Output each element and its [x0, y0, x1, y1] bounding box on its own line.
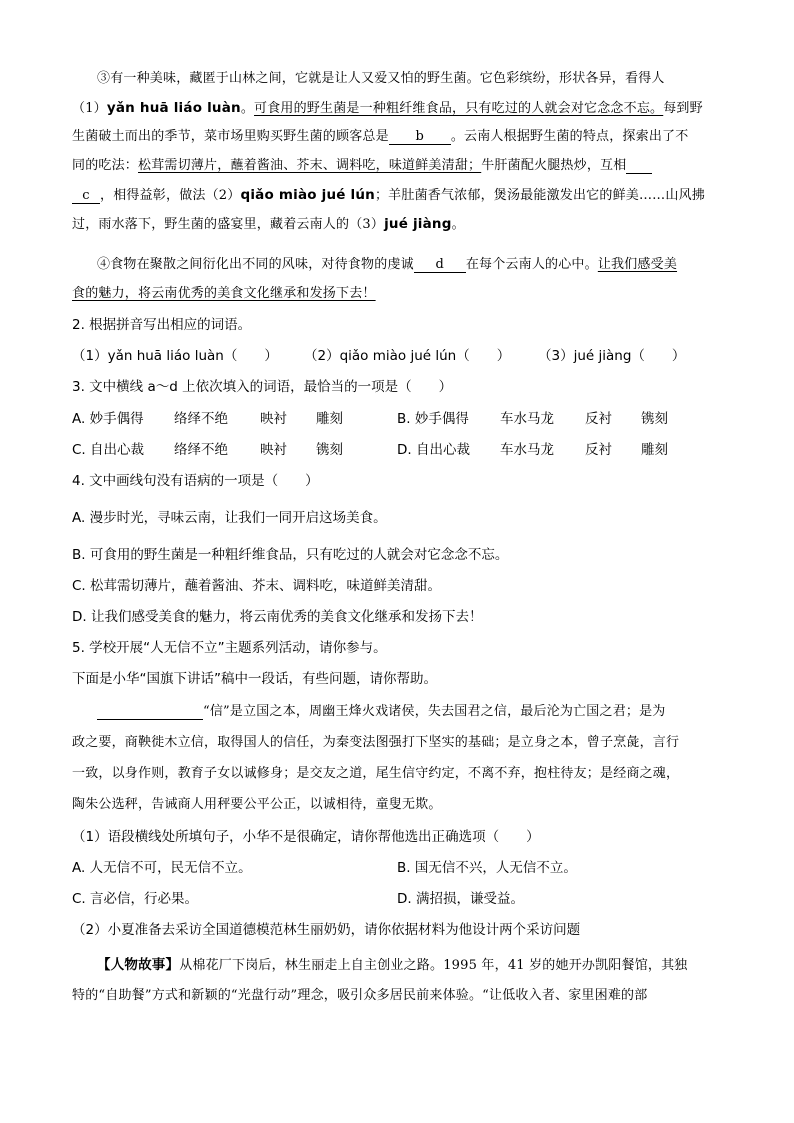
passage-p4-line2	[72, 285, 376, 303]
pinyin-1: yǎn huā liáo luàn	[106, 100, 241, 116]
question-3-option-b[interactable]: B. 妙手偶得	[397, 411, 469, 427]
passage-text: ③有一种美味，藏匿于山林之间，它就是让人又爱又怕的野生菌。它色彩缤纷，形状各异，看得人	[97, 71, 665, 86]
question-5-sub1-option-a[interactable]: A. 人无信不可，民无信不立。	[72, 860, 252, 876]
fill-blank-c[interactable]: c	[72, 188, 100, 204]
question-3-option-a[interactable]: A. 妙手偶得	[72, 411, 144, 427]
question-3-option-d-word4: 雕刻	[641, 442, 668, 458]
underlined-sentence-d-cont: 食的魅力，将云南优秀的美食文化继承和发扬下去！	[72, 286, 376, 301]
story-text: 从棉花厂下岗后，林生丽走上自主创业之路。1995 年，41 岁的她开办凯阳餐馆，其独	[179, 958, 688, 973]
question-5-sub2-stem: （2）小夏准备去采访全国道德模范林生丽奶奶，请你依据材料为他设计两个采访问题	[72, 922, 581, 938]
question-5-sub1-option-d[interactable]: D. 满招损，谦受益。	[397, 891, 524, 907]
passage-text: 过，雨水落下，野生菌的盛宴里，藏着云南人的（3）	[72, 217, 385, 232]
question-3-option-c-word4: 镌刻	[316, 442, 343, 458]
story-line1	[97, 956, 688, 975]
speech-line1	[97, 703, 666, 721]
passage-text: 。	[451, 217, 465, 232]
speech-fill-blank[interactable]	[97, 704, 203, 720]
passage-text: 在每个云南人的心中。	[465, 257, 598, 272]
passage-p3-line5	[72, 186, 705, 205]
underlined-sentence-b: 可食用的野生菌是一种粗纤维食品，只有吃过的人就会对它念念不忘。	[254, 101, 664, 116]
question-4-option-d[interactable]: D. 让我们感受美食的魅力，将云南优秀的美食文化继承和发扬下去！	[72, 609, 483, 625]
passage-text: ，相得益彰，做法（2）	[100, 188, 241, 203]
question-3-option-c[interactable]: C. 自出心裁	[72, 442, 145, 458]
question-5-intro: 下面是小华“国旗下讲话”稿中一段话，有些问题，请你帮助。	[72, 671, 437, 687]
fill-blank-d[interactable]: d	[414, 257, 466, 273]
blank-number: （1）	[72, 101, 107, 116]
story-line2: 特的“自助餐”方式和新颖的“光盘行动”理念，吸引众多居民前来体验。“让低收入者、家里困难的部	[72, 988, 648, 1003]
question-3-option-b-word4: 镌刻	[641, 411, 668, 427]
speech-line2: 政之要，商鞅徙木立信，取得国人的信任，为秦变法图强打下坚实的基础；是立身之本，曾子烹彘，言行	[72, 735, 680, 750]
question-3-option-a-word4: 雕刻	[316, 411, 343, 427]
passage-p3-line3	[72, 128, 688, 146]
question-4-option-c[interactable]: C. 松茸需切薄片，蘸着酱油、芥末、调料吃，味道鲜美清甜。	[72, 578, 442, 594]
passage-text: 。云南人根据野生菌的特点，探索出了不	[450, 129, 689, 144]
underlined-sentence-c: 松茸需切薄片，蘸着酱油、芥末、调料吃，味道鲜美清甜；	[138, 158, 482, 173]
passage-text: ；羊肚菌香气浓郁，煲汤最能激发出它的鲜美……山风拂	[374, 188, 705, 203]
passage-p3-line6	[72, 215, 465, 234]
question-5-sub1-option-b[interactable]: B. 国无信不兴，人无信不立。	[397, 860, 577, 876]
passage-text: ④食物在聚散之间衍化出不同的风味，对待食物的虔诚	[97, 257, 414, 272]
question-4-option-a[interactable]: A. 漫步时光，寻味云南，让我们一同开启这场美食。	[72, 510, 387, 526]
question-3-option-d-word3: 反衬	[585, 442, 612, 458]
fill-blank-b[interactable]: b	[389, 129, 451, 145]
question-3-stem: 3. 文中横线 a～d 上依次填入的词语，最恰当的一项是（ ）	[72, 379, 453, 395]
question-3-option-c-word3: 映衬	[260, 442, 287, 458]
fill-blank-c-start	[626, 158, 652, 174]
question-2-stem: 2. 根据拼音写出相应的词语。	[72, 317, 252, 333]
question-5-stem: 5. 学校开展“人无信不立”主题系列活动，请你参与。	[72, 640, 387, 656]
passage-text: 每到野	[663, 101, 703, 116]
passage-p4-line1	[97, 256, 677, 274]
question-2-item-3[interactable]: （3）jué jiàng（ ）	[538, 348, 686, 364]
question-5-sub1-option-c[interactable]: C. 言必信，行必果。	[72, 891, 199, 907]
question-3-option-d[interactable]: D. 自出心裁	[397, 442, 470, 458]
passage-text: 牛肝菌配火腿热炒，互相	[481, 158, 627, 173]
question-3-option-c-word2: 络绎不绝	[174, 442, 228, 458]
question-3-option-a-word2: 络绎不绝	[174, 411, 228, 427]
passage-p3-line2	[72, 99, 703, 118]
pinyin-3: jué jiàng	[384, 216, 452, 232]
question-3-option-b-word3: 反衬	[585, 411, 612, 427]
pinyin-2: qiǎo miào jué lún	[240, 187, 375, 203]
question-4-stem: 4. 文中画线句没有语病的一项是（ ）	[72, 473, 319, 489]
passage-p3-line4	[72, 157, 652, 175]
question-3-option-d-word2: 车水马龙	[500, 442, 554, 458]
passage-text: 同的吃法：	[72, 158, 139, 173]
question-2-item-1[interactable]: （1）yǎn huā liáo luàn（ ）	[72, 348, 278, 364]
speech-line4: 陶朱公选秤，告诫商人用秤要公平公正，以诚相待，童叟无欺。	[72, 797, 442, 812]
passage-text: 生菌破土而出的季节，菜市场里购买野生菌的顾客总是	[72, 129, 389, 144]
question-3-option-a-word3: 映衬	[260, 411, 287, 427]
question-4-option-b[interactable]: B. 可食用的野生菌是一种粗纤维食品，只有吃过的人就会对它念念不忘。	[72, 547, 509, 563]
passage-text: 。	[240, 101, 255, 116]
story-tag: 【人物故事】	[97, 957, 180, 973]
question-2-item-2[interactable]: （2）qiǎo miào jué lún（ ）	[304, 348, 511, 364]
speech-text: “信”是立国之本，周幽王烽火戏诸侯，失去国君之信，最后沦为亡国之君；是为	[203, 704, 666, 719]
speech-line3: 一致，以身作则，教育子女以诚修身；是交友之道，尾生信守约定，不离不弃，抱柱待友；是经商之魂，	[72, 766, 680, 781]
question-5-sub1-stem: （1）语段横线处所填句子，小华不是很确定，请你帮他选出正确选项（ ）	[72, 829, 540, 845]
passage-p3-line1	[97, 70, 665, 88]
underlined-sentence-d: 让我们感受美	[597, 257, 678, 272]
question-3-option-b-word2: 车水马龙	[500, 411, 554, 427]
